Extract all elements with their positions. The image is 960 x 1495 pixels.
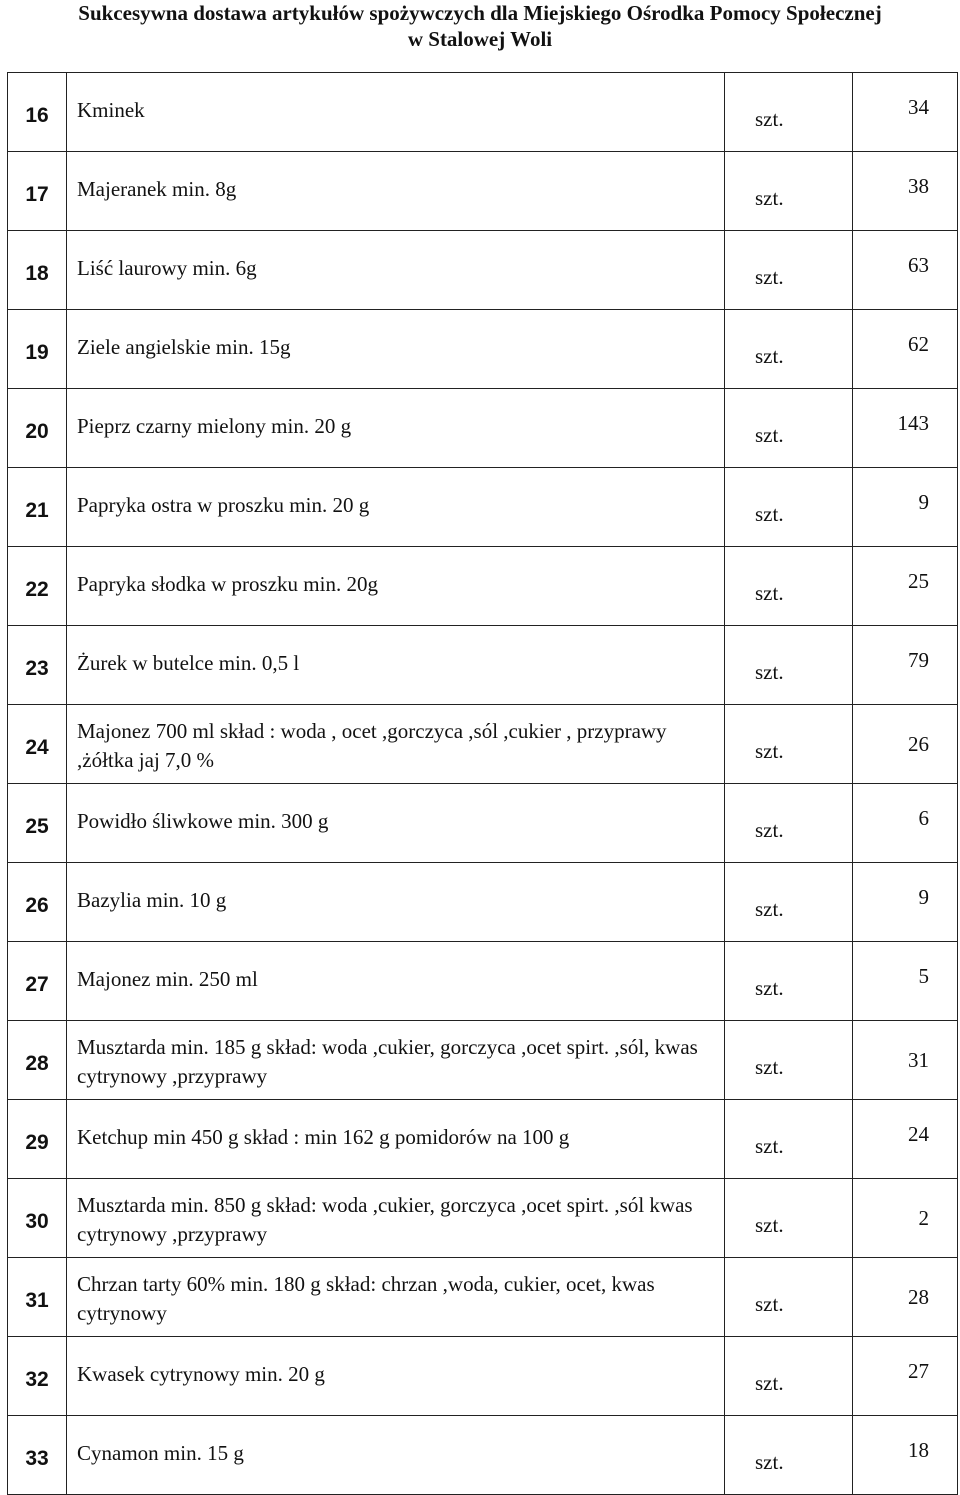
unit-of-measure: szt. xyxy=(725,1021,853,1100)
table-row xyxy=(8,547,958,626)
row-number: 22 xyxy=(8,547,67,626)
product-name: Powidło śliwkowe min. 300 g xyxy=(67,784,725,863)
product-name: Ziele angielskie min. 15g xyxy=(67,310,725,389)
row-number: 29 xyxy=(8,1100,67,1179)
table-row xyxy=(8,626,958,705)
product-name: Kminek xyxy=(67,73,725,152)
unit-of-measure: szt. xyxy=(725,1179,853,1258)
quantity: 63 xyxy=(853,231,958,310)
row-number: 33 xyxy=(8,1416,67,1495)
quantity: 6 xyxy=(853,784,958,863)
product-name: Papryka słodka w proszku min. 20g xyxy=(67,547,725,626)
header-title-line1: Sukcesywna dostawa artykułów spożywczych dla Miejskiego Ośrodka Pomocy Społecznej xyxy=(78,1,882,25)
unit-of-measure: szt. xyxy=(725,152,853,231)
table-row xyxy=(8,863,958,942)
quantity: 62 xyxy=(853,310,958,389)
quantity: 9 xyxy=(853,863,958,942)
row-number: 20 xyxy=(8,389,67,468)
table-row xyxy=(8,1179,958,1258)
quantity: 25 xyxy=(853,547,958,626)
document-header xyxy=(0,0,960,52)
unit-of-measure: szt. xyxy=(725,705,853,784)
table-row xyxy=(8,73,958,152)
product-name: Żurek w butelce min. 0,5 l xyxy=(67,626,725,705)
row-number: 26 xyxy=(8,863,67,942)
table-row xyxy=(8,468,958,547)
row-number: 16 xyxy=(8,73,67,152)
unit-of-measure: szt. xyxy=(725,626,853,705)
table-row xyxy=(8,784,958,863)
row-number: 30 xyxy=(8,1179,67,1258)
table-row xyxy=(8,231,958,310)
row-number: 21 xyxy=(8,468,67,547)
quantity: 28 xyxy=(853,1258,958,1337)
quantity: 27 xyxy=(853,1337,958,1416)
product-name: Majeranek min. 8g xyxy=(67,152,725,231)
table-row xyxy=(8,1100,958,1179)
unit-of-measure: szt. xyxy=(725,1258,853,1337)
table-row xyxy=(8,152,958,231)
product-name: Bazylia min. 10 g xyxy=(67,863,725,942)
quantity: 79 xyxy=(853,626,958,705)
unit-of-measure: szt. xyxy=(725,547,853,626)
row-number: 31 xyxy=(8,1258,67,1337)
row-number: 25 xyxy=(8,784,67,863)
table-row xyxy=(8,1337,958,1416)
unit-of-measure: szt. xyxy=(725,389,853,468)
header-title-line2: w Stalowej Woli xyxy=(407,27,553,51)
product-name: Pieprz czarny mielony min. 20 g xyxy=(67,389,725,468)
product-name: Ketchup min 450 g skład : min 162 g pomidorów na 100 g xyxy=(67,1100,725,1179)
row-number: 19 xyxy=(8,310,67,389)
product-name: Musztarda min. 850 g skład: woda ,cukier, gorczyca ,ocet spirt. ,sól kwas cytrynowy ,przyprawy xyxy=(67,1179,725,1258)
row-number: 32 xyxy=(8,1337,67,1416)
unit-of-measure: szt. xyxy=(725,863,853,942)
table-row xyxy=(8,1416,958,1495)
quantity: 31 xyxy=(853,1021,958,1100)
table-row xyxy=(8,705,958,784)
quantity: 5 xyxy=(853,942,958,1021)
unit-of-measure: szt. xyxy=(725,310,853,389)
quantity: 26 xyxy=(853,705,958,784)
quantity: 38 xyxy=(853,152,958,231)
product-name: Musztarda min. 185 g skład: woda ,cukier, gorczyca ,ocet spirt. ,sól, kwas cytrynowy ,przyprawy xyxy=(67,1021,725,1100)
quantity: 2 xyxy=(853,1179,958,1258)
table-row xyxy=(8,389,958,468)
quantity: 143 xyxy=(853,389,958,468)
quantity: 34 xyxy=(853,73,958,152)
table-row xyxy=(8,1021,958,1100)
unit-of-measure: szt. xyxy=(725,942,853,1021)
quantity: 24 xyxy=(853,1100,958,1179)
row-number: 27 xyxy=(8,942,67,1021)
table-row xyxy=(8,942,958,1021)
products-table-body xyxy=(8,73,958,1495)
table-row xyxy=(8,1258,958,1337)
product-name: Papryka ostra w proszku min. 20 g xyxy=(67,468,725,547)
row-number: 24 xyxy=(8,705,67,784)
unit-of-measure: szt. xyxy=(725,231,853,310)
row-number: 17 xyxy=(8,152,67,231)
unit-of-measure: szt. xyxy=(725,468,853,547)
product-name: Majonez 700 ml skład : woda , ocet ,gorczyca ,sól ,cukier , przyprawy ,żółtka jaj 7,0 % xyxy=(67,705,725,784)
product-name: Chrzan tarty 60% min. 180 g skład: chrzan ,woda, cukier, ocet, kwas cytrynowy xyxy=(67,1258,725,1337)
unit-of-measure: szt. xyxy=(725,784,853,863)
product-name: Cynamon min. 15 g xyxy=(67,1416,725,1495)
quantity: 18 xyxy=(853,1416,958,1495)
row-number: 18 xyxy=(8,231,67,310)
product-name: Kwasek cytrynowy min. 20 g xyxy=(67,1337,725,1416)
quantity: 9 xyxy=(853,468,958,547)
unit-of-measure: szt. xyxy=(725,73,853,152)
products-table xyxy=(7,72,958,1495)
table-row xyxy=(8,310,958,389)
product-name: Liść laurowy min. 6g xyxy=(67,231,725,310)
unit-of-measure: szt. xyxy=(725,1337,853,1416)
product-name: Majonez min. 250 ml xyxy=(67,942,725,1021)
unit-of-measure: szt. xyxy=(725,1100,853,1179)
row-number: 28 xyxy=(8,1021,67,1100)
row-number: 23 xyxy=(8,626,67,705)
unit-of-measure: szt. xyxy=(725,1416,853,1495)
